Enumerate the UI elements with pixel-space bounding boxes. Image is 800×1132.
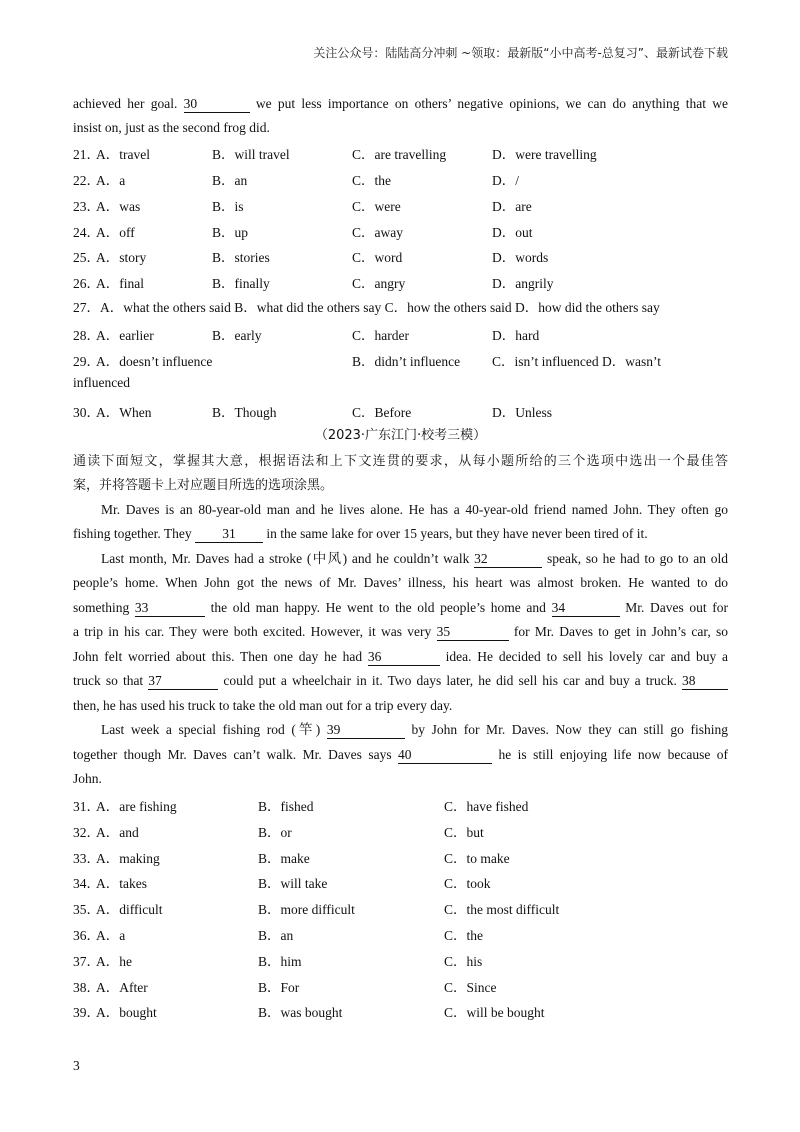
blank-40: 40: [398, 747, 492, 764]
intro-text: we put less importance on others’ negative opinions, we can do anything that we: [255, 96, 729, 111]
blank-38: 38: [682, 673, 728, 690]
blank-33: 33: [135, 600, 205, 617]
passage-line: John.: [73, 771, 102, 786]
passage-line: people’s home. When John got the news of Mr. Daves’ illness, his heart was almost broken. He wanted to do: [73, 575, 728, 590]
blank-36: 36: [368, 649, 440, 666]
option-a: A．was: [96, 199, 141, 214]
intro-text: achieved her goal.: [73, 96, 178, 111]
question-number: 35．: [73, 902, 100, 917]
question-number: 29．: [73, 354, 100, 369]
option-b: B．up: [212, 225, 249, 240]
question-number: 31．: [73, 799, 100, 814]
passage-text: fishing together. They: [73, 526, 192, 541]
passage-line: [73, 598, 728, 618]
passage-text: for Mr. Daves to get in John’s car, so: [513, 624, 728, 639]
option-c: C．harder: [352, 328, 409, 343]
option-a: A．final: [96, 276, 144, 291]
question-number: 32．: [73, 825, 100, 840]
question-number: 22．: [73, 173, 100, 188]
passage-line: [73, 671, 728, 691]
option-c: C．took: [444, 876, 491, 891]
passage-line: [73, 524, 728, 544]
question-number: 34．: [73, 876, 100, 891]
blank-35: 35: [437, 624, 509, 641]
blank-34: 34: [552, 600, 620, 617]
option-b: B．will take: [258, 876, 328, 891]
passage-text: by John for Mr. Daves. Now they can still go fishing: [411, 722, 729, 737]
question-number: 37．: [73, 954, 100, 969]
option-b: B．fished: [258, 799, 314, 814]
option-a: A．story: [96, 250, 147, 265]
option-a: A．are fishing: [96, 799, 177, 814]
option-c: C．Before: [352, 405, 412, 420]
passage-text: could put a wheelchair in it. Two days later, he did sell his car and buy a truck.: [223, 673, 677, 688]
passage-text: he is still enjoying life now because of: [498, 747, 729, 762]
option-b: B．finally: [212, 276, 270, 291]
option-c: C．have fished: [444, 799, 529, 814]
blank-30: 30: [184, 96, 250, 113]
option-a: A．When: [96, 405, 152, 420]
passage-text: Last week a special fishing rod (竿): [101, 722, 321, 737]
passage-line: then, he has used his truck to take the old man out for a trip every day.: [73, 698, 453, 713]
option-b: B．early: [212, 328, 262, 343]
option-b: B．Though: [212, 405, 277, 420]
passage-text: Mr. Daves out for: [625, 600, 729, 615]
option-a: A．bought: [96, 1005, 157, 1020]
option-c: C．his: [444, 954, 483, 969]
option-a: A．he: [96, 954, 132, 969]
option-c: C．are travelling: [352, 147, 447, 162]
option-c: C．the: [352, 173, 391, 188]
passage-line: [73, 745, 728, 765]
passage-text: in the same lake for over 15 years, but they have never been tired of it.: [266, 526, 648, 541]
passage-text: idea. He decided to sell his lovely car and buy a: [445, 649, 728, 664]
blank-39: 39: [327, 722, 405, 739]
question-number: 39．: [73, 1005, 100, 1020]
question-number: 30．: [73, 405, 100, 420]
option-d: D．hard: [492, 328, 540, 343]
option-b: B．stories: [212, 250, 270, 265]
option-b: B．is: [212, 199, 244, 214]
passage-text: speak, so he had to go to an old: [546, 551, 728, 566]
page-header: 关注公众号：陆陆高分冲刺 ~领取：最新版“小中高考-总复习”、最新试卷下载: [313, 46, 728, 60]
option-a: A．takes: [96, 876, 147, 891]
source-label: （2023·广东江门·校考三模）: [314, 428, 487, 443]
option-d: D．Unless: [492, 405, 552, 420]
option-cd: C．isn’t influenced D．wasn’t: [492, 354, 661, 369]
option-c: C．the most difficult: [444, 902, 560, 917]
option-d: D．angrily: [492, 276, 554, 291]
question-number: 36．: [73, 928, 100, 943]
option-b: B．an: [212, 173, 248, 188]
option-c: C．the: [444, 928, 483, 943]
passage-text: something: [73, 600, 130, 615]
option-d: D．words: [492, 250, 549, 265]
option-b: B．an: [258, 928, 294, 943]
passage-line: Mr. Daves is an 80-year-old man and he lives alone. He has a 40-year-old friend named John. They often go: [101, 502, 728, 517]
option-d: D．out: [492, 225, 533, 240]
option-b: B．For: [258, 980, 300, 995]
option-c: C．angry: [352, 276, 406, 291]
blank-32: 32: [474, 551, 542, 568]
passage-line: [101, 549, 728, 569]
option-a: A．doesn’t influence: [96, 354, 213, 369]
option-c: C．to make: [444, 851, 510, 866]
option-a: A．difficult: [96, 902, 163, 917]
question-number: 25．: [73, 250, 100, 265]
instruction-line-2: 案，并将答题卡上对应题目所选的选项涂黑。: [73, 478, 334, 493]
option-a: A．a: [96, 173, 126, 188]
passage-text: John felt worried about this. Then one day he had: [73, 649, 363, 664]
option-c: C．Since: [444, 980, 497, 995]
option-c: C．away: [352, 225, 403, 240]
option-a: A．travel: [96, 147, 150, 162]
passage-text: the old man happy. He went to the old people’s home and: [210, 600, 546, 615]
page-number: 3: [73, 1058, 80, 1073]
intro-line-1: [73, 94, 728, 114]
question-number: 23．: [73, 199, 100, 214]
passage-line: [101, 720, 728, 740]
option-b: B．will travel: [212, 147, 290, 162]
option-c: C．but: [444, 825, 484, 840]
option-a: A．off: [96, 225, 135, 240]
option-d: D．were travelling: [492, 147, 597, 162]
option-d: D．are: [492, 199, 532, 214]
intro-line-2: insist on, just as the second frog did.: [73, 120, 270, 135]
option-c: C．were: [352, 199, 401, 214]
option-d: D．/: [492, 173, 519, 188]
option-b: B．him: [258, 954, 302, 969]
option-a: A．and: [96, 825, 139, 840]
option-a: A．earlier: [96, 328, 154, 343]
question-number: 33．: [73, 851, 100, 866]
option-b: B．was bought: [258, 1005, 343, 1020]
passage-text: together though Mr. Daves can’t walk. Mr. Daves says: [73, 747, 392, 762]
option-b: B．or: [258, 825, 292, 840]
question-number: 28．: [73, 328, 100, 343]
question-number: 26．: [73, 276, 100, 291]
instruction-line-1: 通读下面短文，掌握其大意，根据语法和上下文连贯的要求，从每小题所给的三个选项中选出一个最佳答: [73, 454, 728, 469]
question-number: 21．: [73, 147, 100, 162]
option-a: A．After: [96, 980, 148, 995]
option-b: B．didn’t influence: [352, 354, 461, 369]
option-b: B．make: [258, 851, 310, 866]
option-c: C．word: [352, 250, 403, 265]
option-continuation: influenced: [73, 375, 130, 390]
option-a: A．making: [96, 851, 160, 866]
option-b: B．more difficult: [258, 902, 355, 917]
question-number: 38．: [73, 980, 100, 995]
question-number: 24．: [73, 225, 100, 240]
blank-31: 31: [195, 526, 263, 543]
passage-text: a trip in his car. They were both excited. However, it was very: [73, 624, 432, 639]
blank-37: 37: [148, 673, 218, 690]
passage-text: Last month, Mr. Daves had a stroke (中风) and he couldn’t walk: [101, 551, 470, 566]
passage-line: [73, 622, 728, 642]
question-27: 27．A．what the others said B．what did the others say C．how the others said D．how did the others say: [73, 300, 660, 315]
option-a: A．a: [96, 928, 126, 943]
passage-line: [73, 647, 728, 667]
passage-text: truck so that: [73, 673, 144, 688]
option-c: C．will be bought: [444, 1005, 545, 1020]
